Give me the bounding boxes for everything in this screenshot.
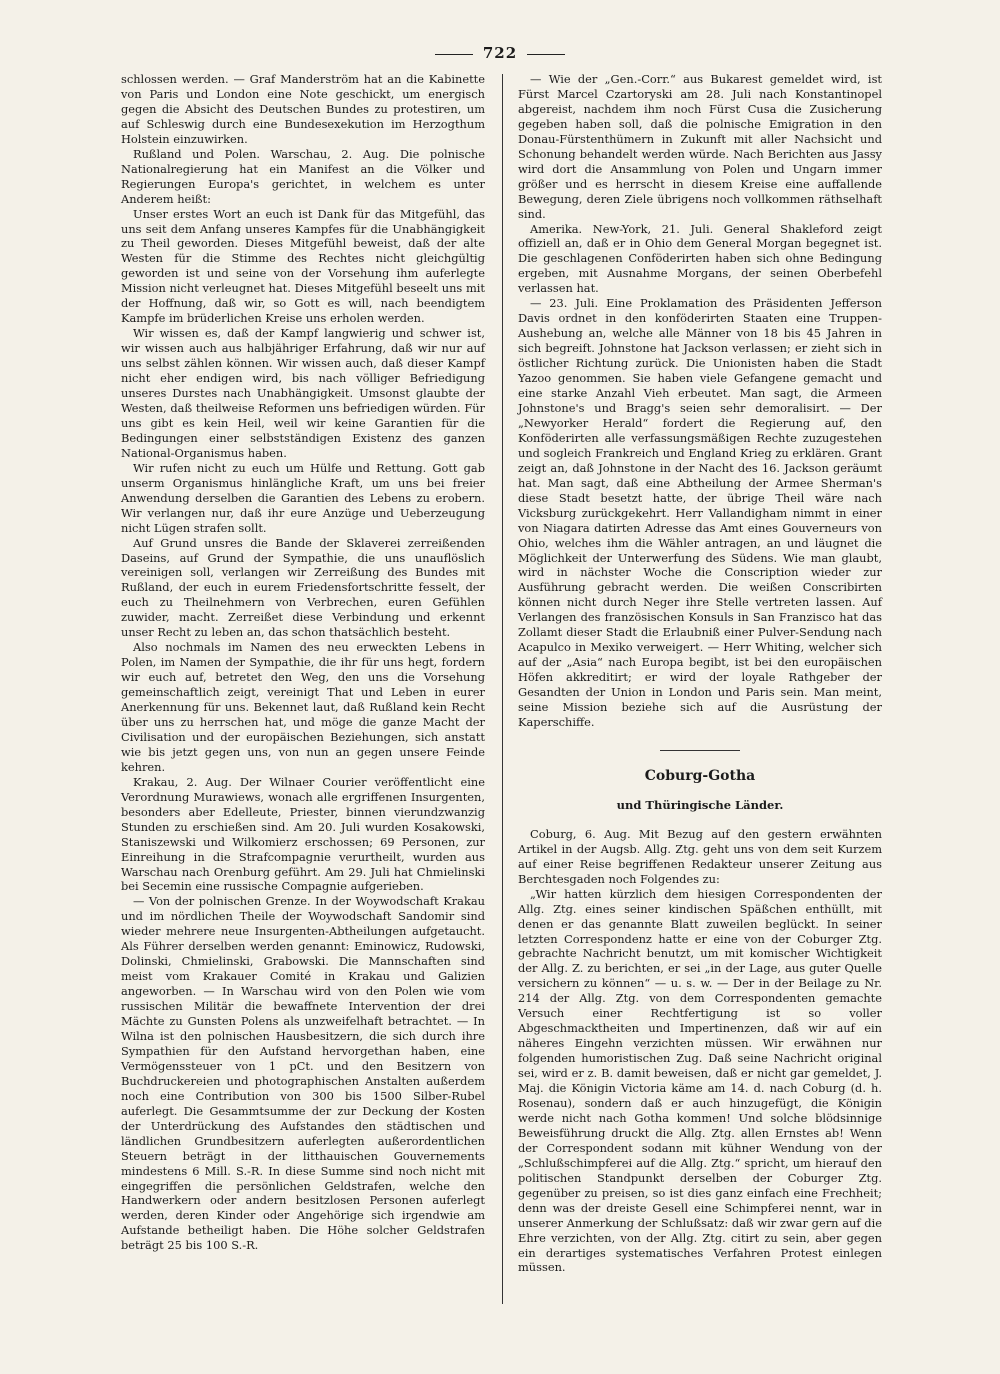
page-number-rule-left: [435, 54, 473, 55]
page-number-text: 722: [482, 44, 518, 62]
right-column: [518, 72, 882, 1275]
paragraph: Rußland und Polen. Warschau, 2. Aug. Die polnische Nationalregierung hat ein Manifest an die Völker und Regierungen Europa's gerichtet, in welchem es unter Anderem heißt:: [121, 146, 485, 206]
section-title: Coburg-Gotha: [644, 767, 756, 784]
page-number: [0, 44, 1000, 62]
page-number-rule-right: [527, 54, 565, 55]
paragraph: „Wir hatten kürzlich dem hiesigen Correspondenten der Allg. Ztg. eines seiner kindischen Späßchen enthüllt, mit denen er das genannte Blatt zuweilen beglückt. In seiner letzten Correspondenz hatte er eine von der Coburger Ztg. gebrachte Nachricht benutzt, um mit komischer Wichtigkeit der Allg. Z. zu berichten, er sei „in der Lage, aus guter Quelle versichern zu können“ — u. s. w. — Der in der Beilage zu Nr. 214 der Allg. Ztg. von dem Correspondenten gemachte Versuch einer Rechtfertigung ist so voller Abgeschmacktheiten und Impertinenzen, daß wir auf ein näheres Eingehn verzichten müssen. Wir erwähnen nur folgenden humoristischen Zug. Daß seine Nachricht original sei, wird er z. B. damit beweisen, daß er nicht gar gemeldet, J. Maj. die Königin Victoria käme am 14. d. nach Coburg (d. h. Rosenau), sondern daß er auch hinzugefügt, die Königin werde nicht nach Gotha kommen! Und solche blödsinnige Beweisführung druckt die Allg. Ztg. allen Ernstes ab! Wenn der Correspondent sodann mit kühner Wendung von der „Schlußschimpferei auf die Allg. Ztg.“ spricht, um hierauf den politischen Standpunkt derselben der Coburger Ztg. gegenüber zu preisen, so ist dies ganz einfach eine Frechheit; denn was der dreiste Gesell eine Schimpferei nennt, war in unserer Anmerkung der Schlußsatz: daß wir zwar gern auf die Ehre verzichten, von der Allg. Ztg. citirt zu sein, aber gegen ein derartiges systematisches Verfahren Protest einlegen müssen.: [518, 886, 882, 1275]
paragraph: Auf Grund unsres die Bande der Sklaverei zerreißenden Daseins, auf Grund der Sympathie, die uns unauflöslich vereinigen soll, verlangen wir Zerreißung des Bundes mit Rußland, der euch in eurem Friedensfortschritte fesselt, der euch zu Theilnehmern von Verbrechen, euren Gefühlen zuwider, macht. Zerreißet diese Verbindung und erkennt unser Recht zu leben an, das schon thatsächlich besteht.: [121, 535, 485, 640]
paragraph: Krakau, 2. Aug. Der Wilnaer Courier veröffentlicht eine Verordnung Murawiews, wonach alle ergriffenen Insurgenten, besonders aber Edelleute, Priester, binnen vierundzwanzig Stunden zu erschießen sind. Am 20. Juli wurden Kosakowski, Staniszewski und Wilkomierz erschossen; 69 Personen, zur Einreihung in die Strafcompagnie verurtheilt, wurden aus Warschau nach Orenburg geführt. Am 29. Juli hat Chmielinski bei Secemin eine russische Compagnie aufgerieben.: [121, 774, 485, 894]
paragraph: — Von der polnischen Grenze. In der Woywodschaft Krakau und im nördlichen Theile der Woywodschaft Sandomir sind wieder mehrere neue Insurgenten-Abtheilungen aufgetaucht. Als Führer derselben werden genannt: Eminowicz, Rudowski, Dolinski, Chmielinski, Grabowski. Die Mannschaften sind meist vom Krakauer Comité in Krakau und Galizien angeworben. — In Warschau wird von den Polen wie vom russischen Militär die bewaffnete Intervention der drei Mächte zu Gunsten Polens als unzweifelhaft betrachtet. — In Wilna ist den polnischen Hausbesitzern, die sich durch ihre Sympathien für den Aufstand hervorgethan haben, eine Vermögenssteuer von 1 pCt. und den Besitzern von Buchdruckereien und photographischen Anstalten außerdem noch eine Contribution von 300 bis 1500 Silber-Rubel auferlegt. Die Gesammtsumme der zur Deckung der Kosten der Unterdrückung des Aufstandes den städtischen und ländlichen Grundbesitzern auferlegten außerordentlichen Steuern beträgt in der litthauischen Gouvernements mindestens 6 Mill. S.-R. In diese Summe sind noch nicht mit eingegriffen die persönlichen Geldstrafen, welche den Handwerkern oder andern besitzlosen Personen auferlegt werden, deren Kinder oder Angehörige sich irgendwie am Aufstande betheiligt haben. Die Höhe solcher Geldstrafen beträgt 25 bis 100 S.-R.: [121, 894, 485, 1253]
section-divider: [660, 750, 740, 751]
paragraph: schlossen werden. — Graf Manderström hat an die Kabinette von Paris und London eine Note geschickt, um energisch gegen die Absicht des Deutschen Bundes zu protestiren, um auf Schleswig durch eine Bundesexekution im Herzogthum Holstein einzuwirken.: [121, 72, 485, 146]
paragraph: — Wie der „Gen.-Corr.“ aus Bukarest gemeldet wird, ist Fürst Marcel Czartoryski am 28. Juli nach Konstantinopel abgereist, nachdem ihm noch Fürst Cusa die Zusicherung gegeben haben soll, daß die polnische Emigration in den Donau-Fürstenthümern in Zukunft mit aller Nachsicht und Schonung behandelt werden würde. Nach Berichten aus Jassy wird dort die Ansammlung von Polen und Ungarn immer größer und es herrscht in diesem Kreise eine auffallende Bewegung, deren Ziele übrigens noch vollkommen räthselhaft sind.: [518, 72, 882, 221]
paragraph: — 23. Juli. Eine Proklamation des Präsidenten Jefferson Davis ordnet in den konföderirten Staaten eine Truppen-Aushebung an, welche alle Männer von 18 bis 45 Jahren in sich begreift. Johnstone hat Jackson verlassen; er zieht sich in östlicher Richtung zurück. Die Unionisten haben die Stadt Yazoo genommen. Sie haben viele Gefangene gemacht und eine starke Anzahl Vieh erbeutet. Man sagt, die Armeen Johnstone's und Bragg's seien sehr demoralisirt. — Der „Newyorker Herald“ fordert die Regierung auf, den Konföderirten alle verfassungsmäßigen Rechte zuzugestehen und sogleich Frankreich und England Krieg zu erklären. Grant zeigt an, daß Johnstone in der Nacht des 16. Jackson geräumt hat. Man sagt, daß eine Abtheilung der Armee Sherman's diese Stadt besetzt hatte, der übrige Theil wäre nach Vicksburg zurückgekehrt. Herr Vallandigham nimmt in einer von Niagara datirten Adresse das Amt eines Gouverneurs von Ohio, welches ihm die Wähler antragen, an und läugnet die Möglichkeit der Unterwerfung des Südens. Wie man glaubt, wird in nächster Woche die Conscription wieder zur Ausführung gebracht werden. Die weißen Conscribirten können nicht durch Neger ihre Stelle vertreten lassen. Auf Verlangen des französischen Konsuls in San Franzisco hat das Zollamt dieser Stadt die Erlaubniß einer Pulver-Sendung nach Acapulco in Mexiko verweigert. — Herr Whiting, welcher sich auf der „Asia“ nach Europa begibt, ist bei den europäischen Höfen akkreditirt; er wird der loyale Rathgeber der Gesandten der Union in London und Paris sein. Man meint, seine Mission beziehe sich auf die Ausrüstung der Kaperschiffe.: [518, 296, 882, 729]
paragraph: Unser erstes Wort an euch ist Dank für das Mitgefühl, das uns seit dem Anfang unseres Kampfes für die Unabhängigkeit zu Theil geworden. Dieses Mitgefühl beweist, daß der alte Westen für die Stimme des Rechtes nicht gleichgültig geworden ist und seine von der Vorsehung ihm auferlegte Mission nicht verleugnet hat. Dieses Mitgefühl beseelt uns mit der Hoffnung, daß wir, so Gott es will, nach beendigtem Kampfe im brüderlichen Kreise uns erholen werden.: [121, 206, 485, 326]
column-divider: [502, 74, 503, 1304]
section-subtitle: und Thüringische Länder.: [616, 797, 784, 812]
paragraph: Also nochmals im Namen des neu erweckten Lebens in Polen, im Namen der Sympathie, die ihr für uns hegt, fordern wir euch auf, betretet den Weg, den uns die Vorsehung gemeinschaftlich zeigt, vereinigt That und Leben in eurer Anerkennung für uns. Bekennet laut, daß Rußland kein Recht über uns zu herrschen hat, und möge die ganze Macht der Civilisation und der europäischen Beziehungen, sich anstatt wie bis jetzt gegen uns, von nun an gegen unsere Feinde kehren.: [121, 640, 485, 774]
paragraph: Wir wissen es, daß der Kampf langwierig und schwer ist, wir wissen auch aus halbjähriger Erfahrung, daß wir nur auf uns selbst zählen können. Wir wissen auch, daß dieser Kampf nicht eher endigen wird, bis nach völliger Befriedigung unseres Durstes nach Unabhängigkeit. Umsonst glaubte der Westen, daß theilweise Reformen uns befriedigen würden. Für uns gibt es kein Heil, weil wir keine Garantien für die Bedingungen einer selbstständigen Existenz des ganzen National-Organismus haben.: [121, 326, 485, 460]
left-column: [121, 72, 485, 1253]
paragraph: Wir rufen nicht zu euch um Hülfe und Rettung. Gott gab unserm Organismus hinlängliche Kraft, um uns bei freier Anwendung derselben die Garantien des Lebens zu erobern. Wir verlangen nur, daß ihr eure Anzüge und Ueberzeugung nicht Lügen strafen sollt.: [121, 460, 485, 535]
paragraph: Coburg, 6. Aug. Mit Bezug auf den gestern erwähnten Artikel in der Augsb. Allg. Ztg. geht uns von dem seit Kurzem auf einer Reise begriffenen Redakteur unserer Zeitung aus Berchtesgaden noch Folgendes zu:: [518, 826, 882, 886]
paragraph: Amerika. New-York, 21. Juli. General Shakleford zeigt offiziell an, daß er in Ohio dem General Morgan begegnet ist. Die geschlagenen Conföderirten haben sich ohne Bedingung ergeben, mit Ausnahme Morgans, der seinen Oberbefehl verlassen hat.: [518, 221, 882, 296]
